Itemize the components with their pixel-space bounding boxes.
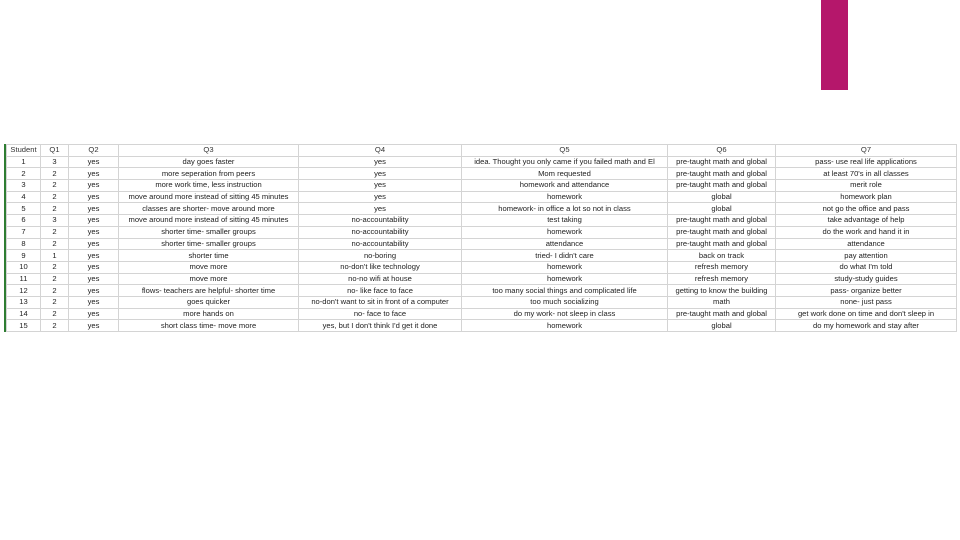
table-cell: yes [69, 308, 119, 320]
table-cell: no-don't want to sit in front of a computer [299, 296, 462, 308]
table-cell: yes [69, 226, 119, 238]
table-cell: move more [119, 261, 299, 273]
table-cell: yes [69, 203, 119, 215]
table-cell: 3 [41, 215, 69, 227]
table-cell: 3 [7, 180, 41, 192]
table-cell: yes [69, 296, 119, 308]
table-cell: 2 [41, 191, 69, 203]
table-cell: no-accountability [299, 215, 462, 227]
table-cell: more hands on [119, 308, 299, 320]
table-cell: homework [462, 191, 668, 203]
table-cell: yes [69, 168, 119, 180]
table-cell: shorter time- smaller groups [119, 226, 299, 238]
table-cell: tried- I didn't care [462, 250, 668, 262]
table-cell: yes [69, 215, 119, 227]
table-cell: yes [299, 203, 462, 215]
table-cell: no-don't like technology [299, 261, 462, 273]
table-cell: 8 [7, 238, 41, 250]
table-cell: no- face to face [299, 308, 462, 320]
table-row [7, 273, 957, 285]
table-cell: take advantage of help [776, 215, 957, 227]
table-cell: 1 [41, 250, 69, 262]
table-cell: pre-taught math and global [668, 180, 776, 192]
table-cell: more seperation from peers [119, 168, 299, 180]
table-cell: classes are shorter- move around more [119, 203, 299, 215]
table-row [7, 226, 957, 238]
table-cell: back on track [668, 250, 776, 262]
table-cell: homework plan [776, 191, 957, 203]
table-cell: goes quicker [119, 296, 299, 308]
table-cell: 2 [41, 285, 69, 297]
table-cell: pre-taught math and global [668, 226, 776, 238]
table-cell: yes [299, 156, 462, 168]
table-row [7, 215, 957, 227]
column-header: Q1 [41, 145, 69, 157]
table-cell: yes [69, 285, 119, 297]
table-cell: pre-taught math and global [668, 156, 776, 168]
table-cell: 3 [41, 156, 69, 168]
table-cell: do my work- not sleep in class [462, 308, 668, 320]
table-cell: getting to know the building [668, 285, 776, 297]
table-cell: shorter time [119, 250, 299, 262]
table-cell: do the work and hand it in [776, 226, 957, 238]
table-row [7, 238, 957, 250]
table-cell: no-no wifi at house [299, 273, 462, 285]
survey-table [6, 144, 957, 332]
table-cell: 2 [7, 168, 41, 180]
column-header: Q5 [462, 145, 668, 157]
table-cell: do my homework and stay after [776, 320, 957, 332]
table-cell: more work time, less instruction [119, 180, 299, 192]
table-cell: pass- organize better [776, 285, 957, 297]
table-cell: get work done on time and don't sleep in [776, 308, 957, 320]
table-cell: 2 [41, 238, 69, 250]
table-cell: shorter time- smaller groups [119, 238, 299, 250]
table-cell: 11 [7, 273, 41, 285]
table-cell: too many social things and complicated life [462, 285, 668, 297]
table-cell: do what I'm told [776, 261, 957, 273]
table-row [7, 168, 957, 180]
accent-block [821, 0, 848, 90]
table-cell: 13 [7, 296, 41, 308]
table-cell: yes [69, 273, 119, 285]
table-cell: 15 [7, 320, 41, 332]
table-row [7, 320, 957, 332]
table-cell: yes [69, 238, 119, 250]
table-cell: pass- use real life applications [776, 156, 957, 168]
table-cell: move more [119, 273, 299, 285]
table-cell: pre-taught math and global [668, 238, 776, 250]
table-cell: refresh memory [668, 261, 776, 273]
column-header: Student [7, 145, 41, 157]
table-cell: yes [299, 168, 462, 180]
table-cell: short class time- move more [119, 320, 299, 332]
table-cell: yes [69, 156, 119, 168]
table-cell: pre-taught math and global [668, 215, 776, 227]
table-row [7, 261, 957, 273]
table-cell: yes [69, 320, 119, 332]
table-cell: 12 [7, 285, 41, 297]
table-cell: 4 [7, 191, 41, 203]
table-cell: pre-taught math and global [668, 168, 776, 180]
table-cell: 5 [7, 203, 41, 215]
table-cell: no-accountability [299, 238, 462, 250]
table-cell: yes [69, 261, 119, 273]
table-cell: 2 [41, 261, 69, 273]
table-cell: homework and attendance [462, 180, 668, 192]
table-row [7, 180, 957, 192]
table-row [7, 156, 957, 168]
table-row [7, 308, 957, 320]
table-cell: idea. Thought you only came if you failed math and El [462, 156, 668, 168]
table-cell: global [668, 191, 776, 203]
table-cell: homework [462, 261, 668, 273]
column-header: Q7 [776, 145, 957, 157]
table-cell: global [668, 320, 776, 332]
table-row [7, 191, 957, 203]
table-cell: no-accountability [299, 226, 462, 238]
table-cell: at least 70's in all classes [776, 168, 957, 180]
table-cell: no-boring [299, 250, 462, 262]
table-cell: move around more instead of sitting 45 minutes [119, 191, 299, 203]
table-cell: yes [299, 191, 462, 203]
column-header: Q6 [668, 145, 776, 157]
table-row [7, 250, 957, 262]
column-header: Q4 [299, 145, 462, 157]
table-cell: 2 [41, 296, 69, 308]
table-cell: 6 [7, 215, 41, 227]
table-cell: attendance [776, 238, 957, 250]
table-cell: homework [462, 273, 668, 285]
table-cell: day goes faster [119, 156, 299, 168]
table-cell: 2 [41, 180, 69, 192]
table-cell: test taking [462, 215, 668, 227]
table-row [7, 285, 957, 297]
header-row [7, 145, 957, 157]
table-cell: not go the office and pass [776, 203, 957, 215]
table-cell: yes [69, 191, 119, 203]
table-cell: Mom requested [462, 168, 668, 180]
table-cell: yes [69, 250, 119, 262]
table-cell: 7 [7, 226, 41, 238]
table-cell: 2 [41, 168, 69, 180]
column-header: Q3 [119, 145, 299, 157]
table-cell: yes [299, 180, 462, 192]
column-header: Q2 [69, 145, 119, 157]
table-cell: 2 [41, 308, 69, 320]
table-cell: study-study guides [776, 273, 957, 285]
table-cell: 9 [7, 250, 41, 262]
table-cell: pay attention [776, 250, 957, 262]
table-cell: move around more instead of sitting 45 minutes [119, 215, 299, 227]
table-cell: no- like face to face [299, 285, 462, 297]
table-cell: homework [462, 320, 668, 332]
table-cell: global [668, 203, 776, 215]
table-cell: pre-taught math and global [668, 308, 776, 320]
table-cell: too much socializing [462, 296, 668, 308]
survey-spreadsheet [4, 144, 958, 332]
table-cell: homework [462, 226, 668, 238]
table-cell: 2 [41, 273, 69, 285]
table-cell: yes [69, 180, 119, 192]
table-cell: flows- teachers are helpful- shorter time [119, 285, 299, 297]
table-row [7, 203, 957, 215]
table-cell: yes, but I don't think I'd get it done [299, 320, 462, 332]
table-cell: 2 [41, 226, 69, 238]
table-cell: 14 [7, 308, 41, 320]
table-cell: refresh memory [668, 273, 776, 285]
table-cell: 1 [7, 156, 41, 168]
table-row [7, 296, 957, 308]
table-cell: math [668, 296, 776, 308]
table-cell: 2 [41, 320, 69, 332]
table-cell: 2 [41, 203, 69, 215]
table-cell: homework- in office a lot so not in class [462, 203, 668, 215]
table-cell: 10 [7, 261, 41, 273]
table-cell: merit role [776, 180, 957, 192]
table-cell: attendance [462, 238, 668, 250]
table-cell: none- just pass [776, 296, 957, 308]
